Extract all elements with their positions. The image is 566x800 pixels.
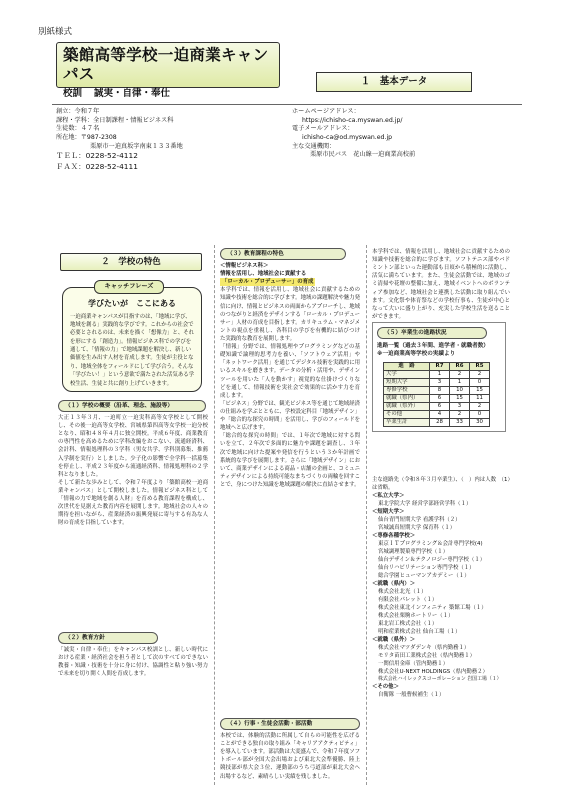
table-cell: 15	[470, 387, 490, 395]
table-cell: 短期大学	[384, 379, 430, 387]
school-banner	[56, 42, 280, 99]
table-cell: 28	[430, 419, 450, 427]
table-cell: 33	[450, 419, 470, 427]
transport: 栗原市民バス 花山線一迫商業高校前	[310, 151, 416, 159]
table-cell: 0	[470, 411, 490, 419]
homepage-link[interactable]: https://ichisho-ca.myswan.ed.jp/	[302, 116, 403, 124]
list-item: 東北学院大学 経営学部経営学科（１）	[378, 501, 472, 507]
list-item: 株式会社東北インフィニティ 築館工場（１）	[378, 605, 487, 611]
catch-phrase-label: キャッチフレーズ	[94, 280, 164, 294]
list-item: 宮城調理製菓専門学校（１）	[378, 549, 449, 555]
graduate-note-2: ※一迫商業高等学校の実績より	[377, 351, 456, 358]
policy-text: 「誠実・自律・奉仕」をキャンパス校訓とし、新しい時代における産業・経済社会を担う者として次のすべてのできない教養・知識・技術を十分に身に付け、協調性と粘り強い努力で未来を切り開く人間を育成します。	[58, 647, 208, 678]
basic-data-right	[292, 108, 512, 160]
subhead-overview: （１）学校の概要（沿革、理念、施設等）	[58, 400, 206, 412]
column-divider	[366, 245, 367, 785]
table-cell: 3	[430, 379, 450, 387]
table-cell: 15	[450, 395, 470, 403]
category-other: ＜その他＞	[372, 684, 399, 691]
category-job-in-prefecture: ＜就職（県内）＞	[372, 581, 416, 587]
list-item: 株式会社北光（１）	[378, 589, 427, 595]
subhead-policy: （２）教育方針	[58, 632, 158, 644]
curriculum-paragraph-2: 「情報」分野では、情報処理やプログラミングなどの基礎知識で論理的思考力を養い、「ソフトウェア活用」や「ネットワーク活用」を通じてデジタル技術を実践的に用いるスキルを磨きます。データの分析・活用や、デザインツールを用いた「人を動かす」視覚的な仕掛けづくりなどを通して、情報技術を実社会で効果的に活かす力を育成します。	[220, 344, 360, 399]
motto-label: 校訓	[63, 87, 83, 99]
overview-paragraph: 大正１３年３月、一迫町立一迫実科高等女学校として開校し、その後一迫高等女学校、宮城県第四高等女学校一迫分校となり、昭和４８年４月に独立開校。平成６年度、商業教育の専門性を高めるために学科改編をおこない、流通経済科、会計科、情報処理科の３学科（男女共学、学科別募集、推薦入学制を実行）としました。少子化の影響で全学科一括募集を停止し、平成２３年度から流通経済科、情報処理科の２学科となりました。	[58, 415, 208, 478]
curriculum-highlight: 「ローカル・プロデューサー」の育成	[222, 279, 314, 286]
address-line: 栗原市一迫真坂字南東１３３番地	[90, 142, 183, 150]
graduate-box	[372, 322, 506, 432]
curriculum-paragraph: 本学科では、情報を活用し、地域社会に貢献するための知識や技術を総合的に学びます。地域の課題解決や魅力発信に向け、情報とビジネスの両面からアプローチし、地域のつながりと経済をデザインする「ローカル・プロデューサー」人材の育成を目指します。カリキュラム・マネジメントの視点を重視し、各科目の学びを有機的に結びつけた実践的な教育を展開します。	[220, 287, 360, 342]
category-vocational: ＜専修各種学校＞	[372, 533, 416, 539]
list-item: 東京ＩＴプログラミング＆会計専門学校(4)	[378, 541, 483, 547]
table-cell: 1	[430, 371, 450, 379]
table-cell: その他	[384, 411, 430, 419]
fax: ＦＡＸ：0228-52-4111	[56, 161, 138, 171]
transport-label: 主な交通機関：	[292, 142, 336, 150]
destinations-list	[372, 476, 512, 699]
founded: 創立：令和７年	[56, 108, 100, 115]
activities-text: 本校では、体験的活動に所属して自らの可能性を広げることができる独自の取り組み「キャリアアクティビティ」を導入しています。部活動は大変盛んで、令和７年度ソフトボール部が全国大会出場および東北大会準優勝、陸上競技部が県大会３位、運動部のうち弓道部が東北大会へ出場するなど、素晴らしい実績を残しました。	[220, 733, 360, 780]
divider	[52, 104, 522, 105]
graduate-note: 進路一覧（過去３年間、進学者・就職者数）	[377, 343, 489, 349]
list-item: 仙台リハビリテーション専門学校（１）	[378, 565, 475, 571]
catch-phrase-body: 一迫商業キャンパスが目指すのは、「地域に学び、地域を創る」実践的な学びです。これからの社会で必要とされるのは、未来を描く「想像力」と、それを形にする「創造力」。情報ビジネス科での学びを通して、「情報の力」で地域課題を解決し、新しい価値を生み出す人材を育成します。生徒が主役となり、地域全体をフィールドにして学び合う。そんな「学びたい！」という意欲で満たされた活気ある学校生活、生徒と共に創り上げていきます。	[70, 313, 194, 387]
table-cell: 11	[470, 395, 490, 403]
category-university: ＜私立大学＞	[372, 493, 405, 499]
list-item: 株式会社マツダデンキ（県内勤務１）	[378, 645, 470, 651]
subhead-graduates: （５）卒業生の進路状況	[377, 327, 487, 339]
table-header: R6	[450, 363, 470, 371]
list-item: 株式会社U-NEXT HOLDINGS（県内勤務２）	[378, 669, 488, 675]
list-item: 仙台デザイン＆テクノロジー専門学校（１）	[378, 557, 486, 563]
table-header: R7	[430, 363, 450, 371]
table-cell: 卒業生計	[384, 419, 430, 427]
email-link[interactable]: ichisho-ca@od.myswan.ed.jp	[302, 134, 393, 142]
address-postal: 所在地：〒987-2308	[56, 134, 117, 142]
list-item: 宮城誠真短期大学 保育科（１）	[378, 525, 456, 531]
table-row-total	[384, 419, 490, 427]
table-header: 進 路	[384, 363, 430, 371]
list-item: 株式会社ハイレックスコーポレーション 岩国工場（１）	[378, 676, 502, 682]
school-name: 築館高等学校一迫商業キャンパス	[63, 46, 269, 84]
table-row	[384, 387, 490, 395]
table-cell: 2	[470, 371, 490, 379]
category-job-out-prefecture: ＜就職（県外）＞	[372, 637, 416, 643]
table-cell: 2	[470, 403, 490, 411]
list-item: モリタ苗田工業株式会社（県内勤務１）	[378, 653, 476, 659]
table-cell: 0	[470, 379, 490, 387]
table-cell: 2	[450, 411, 470, 419]
subhead-activities: （４）行事・生徒会活動・部活動	[220, 718, 360, 730]
list-item: 総合学園ヒューマンアカデミー（１）	[378, 573, 470, 579]
motto-text: 誠実・自律・奉仕	[94, 87, 171, 99]
table-cell: 1	[450, 379, 470, 387]
list-item: 明和産業株式会社 仙台工場（１）	[378, 629, 461, 635]
table-cell: 30	[470, 419, 490, 427]
table-row	[384, 403, 490, 411]
curriculum-lead-2: 情報を活用し、地域社会に貢献する	[220, 271, 307, 278]
table-cell: 3	[450, 403, 470, 411]
curriculum-paragraph-3: 「ビジネス」分野では、観光ビジネス等を通じて地域経済の仕組みを学ぶとともに、学校設定科目「地域デザイン」や「総合的な探究の時間」を活用し、学びのフィールドを地域へと広げます。	[220, 400, 360, 432]
destinations-intro: 主な進路先（令和８年３月卒業生）、（ ）内は人数 （1）は省略。	[372, 477, 511, 491]
list-item: 東北岩工株式会社（１）	[378, 621, 438, 627]
column-divider	[214, 245, 215, 785]
students: 生徒数：４７名	[56, 125, 100, 133]
list-item: 自衛隊 一般曹候補生（１）	[378, 692, 445, 699]
table-cell: 6	[430, 395, 450, 403]
table-cell: 就職（県内）	[384, 395, 430, 403]
overview-paragraph-2: そして新たな歩みとして、令和７年度より「築館高校一迫商業キャンパス」として開校しました。情報ビジネス科として「情報の力で地域を創る人財」を育める教育課程を構成し、次世代を見据えた教育内容を展開します。地域社会の人々の期待を担いながら、産業経済の振興発展に寄与する有為な人財の育成を目指しています。	[58, 479, 208, 527]
tel: ＴＥＬ：0228-52-4112	[56, 151, 138, 161]
curriculum-lead: ＜情報ビジネス科＞	[220, 263, 269, 269]
list-item: 仙台青門短期大学 看護学科（２）	[378, 517, 461, 523]
table-cell: 専修学校	[384, 387, 430, 395]
section-title-features: ２ 学校の特色	[60, 253, 202, 271]
school-life-text: 本学科では、情報を活用し、地域社会に貢献するための知識や技術を総合的に学びます。ソフトテニス部やバドミントン部といった運動部も日頃から積極的に活動し、活気に満ちています。また、生徒会活動では、地域のゴミ清掃や花壇の整備に加え、地域イベントへのボランティア参加など、地域社会と連携した活動に取り組んでいます。文化祭や体育祭などの学校行事も、生徒が中心となって大いに盛り上がり、充実した学校生活を送ることができます。	[372, 249, 510, 320]
homepage-label: ホームページアドレス：	[292, 108, 360, 115]
overview-text	[58, 414, 208, 528]
table-cell: 大学	[384, 371, 430, 379]
table-cell: 4	[430, 411, 450, 419]
email-label: 電子メールアドレス：	[292, 125, 354, 133]
table-cell: 就職（県外）	[384, 403, 430, 411]
catch-phrase-box	[62, 287, 202, 392]
table-row	[384, 379, 490, 387]
table-row	[384, 411, 490, 419]
list-item: 一関信用金庫（管内勤務１）	[378, 661, 449, 667]
list-item: 有限会社パレット（１）	[378, 597, 438, 603]
table-cell: 10	[450, 387, 470, 395]
table-header: R5	[470, 363, 490, 371]
curriculum-text	[220, 262, 360, 489]
graduate-table	[383, 362, 490, 427]
table-header-row	[384, 363, 490, 371]
list-item: 株式会社栗駒ホートリー（１）	[378, 613, 454, 619]
curriculum-paragraph-4: 「総合的な探究の時間」では、１年次で地域に対する問いを立て、２年次で多面的に魅力や課題を調査し、３年次で地域に向けた提案や発信を行うという３か年計画で系統的な学びを展開します。さらに「地域デザイン」において、商業デザインによる商品・店舗の企画と、コミュニティデザインによる持続可能なまちづくりの両輪を回すことで、身につけた知識を地域課題の解決に直結させます。	[220, 433, 360, 488]
basic-data-title: １ 基本データ	[316, 72, 472, 92]
sheet-label: 別紙様式	[38, 27, 73, 37]
catch-phrase: 学びたいが ここにある	[88, 299, 176, 308]
table-row	[384, 371, 490, 379]
table-cell: 6	[430, 403, 450, 411]
course: 課程・学科：全日制課程・情報ビジネス科	[56, 116, 174, 124]
category-junior-college: ＜短期大学＞	[372, 509, 405, 515]
table-row	[384, 395, 490, 403]
table-cell: 8	[430, 387, 450, 395]
table-cell: 2	[450, 371, 470, 379]
school-motto	[63, 87, 273, 101]
basic-data-left	[56, 108, 256, 172]
subhead-curriculum: （３）教育課程の特色	[220, 248, 346, 260]
